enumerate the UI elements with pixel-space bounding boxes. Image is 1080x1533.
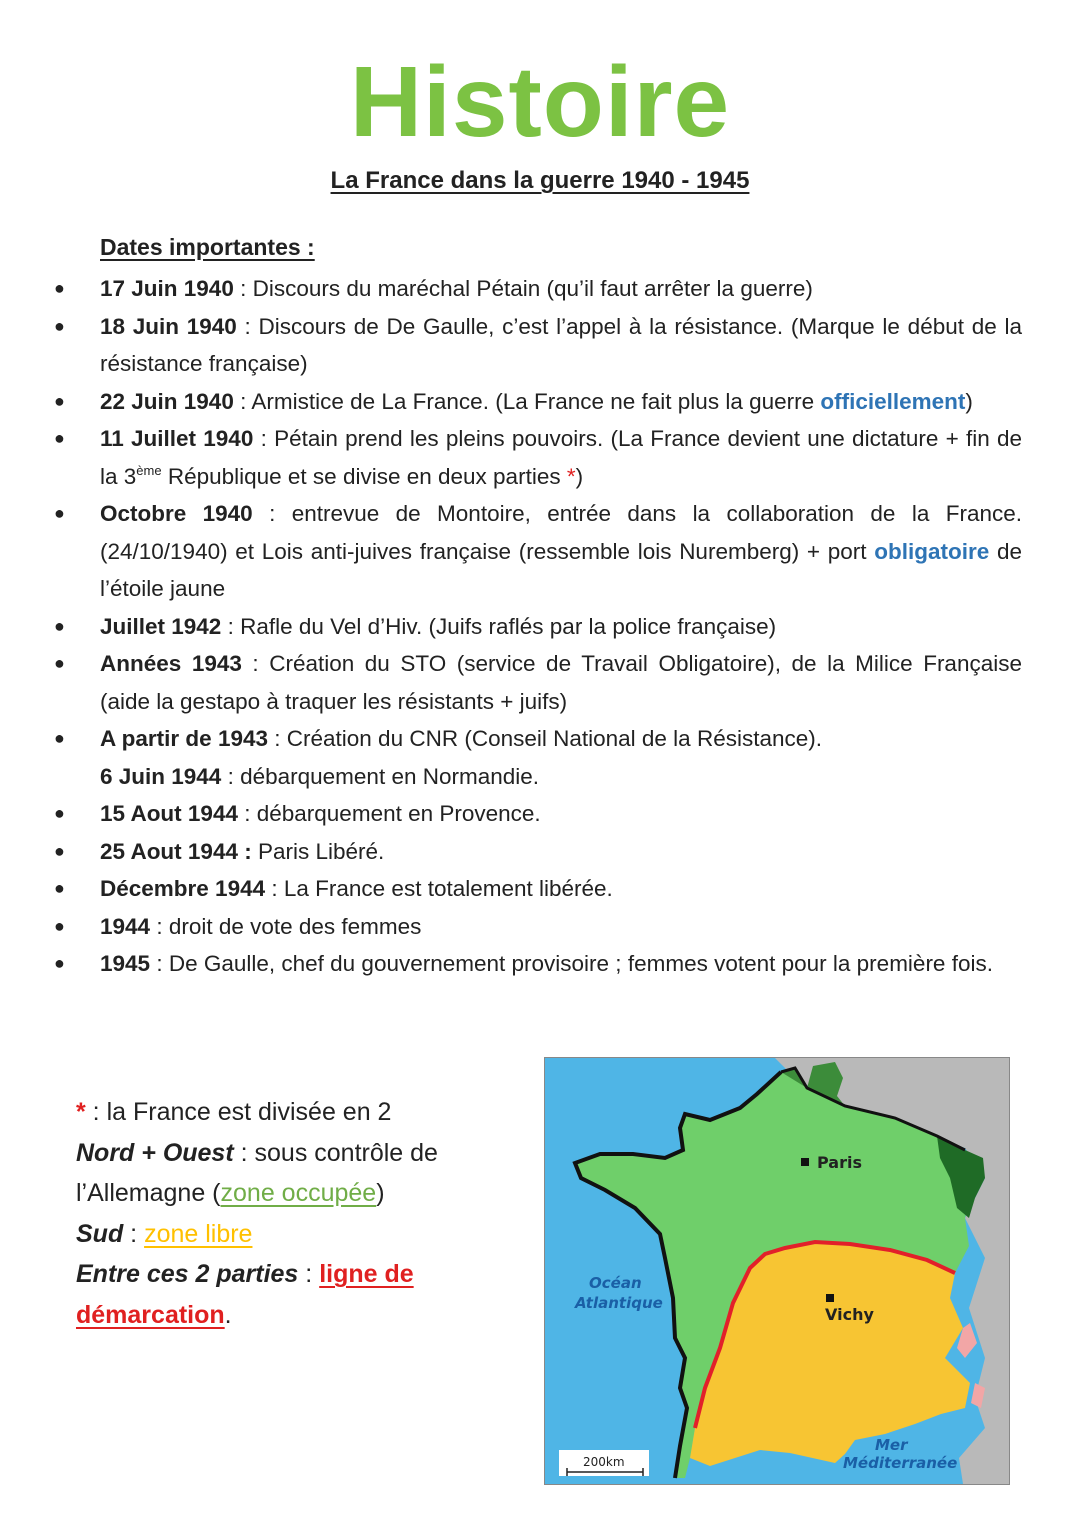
event-date: 17 Juin 1940: [100, 276, 234, 301]
event-text: : Pétain prend les pleins pouvoirs. (La France devient une dictature + fin de la 3: [100, 426, 1023, 489]
event-text: : De Gaulle, chef du gouvernement provisoire ; femmes votent pour la première fois.: [150, 951, 993, 976]
bullet-icon: ●: [54, 278, 65, 298]
france-map: [544, 1057, 1010, 1485]
bullet-icon: ●: [54, 390, 65, 411]
event-item: [54, 608, 1022, 646]
event-date: A partir de 1943: [100, 726, 268, 751]
note-text: .: [224, 1300, 232, 1329]
event-item: [54, 308, 1022, 383]
bullet-icon: ●: [54, 803, 65, 823]
event-item: [54, 495, 1022, 608]
bullet-icon: ●: [54, 953, 65, 973]
event-text: : Discours du maréchal Pétain (qu’il faut arrêter la guerre): [233, 276, 813, 301]
event-text: : Rafle du Vel d’Hiv. (Juifs raflés par la police française): [221, 613, 777, 639]
event-item: [54, 383, 1022, 421]
sea-label: Méditerranée: [843, 1454, 958, 1472]
event-date: 6 Juin 1944: [100, 763, 222, 789]
event-date: 1945: [100, 951, 151, 976]
france-map-svg: [545, 1058, 1009, 1484]
event-date: 15 Aout 1944: [100, 801, 238, 826]
event-date: 18 Juin 1940: [100, 313, 237, 339]
note-text: : sous contrôle de l’Allemagne (: [76, 1138, 438, 1208]
free-zone-label: zone libre: [144, 1219, 253, 1248]
bullet-icon: ●: [54, 653, 65, 673]
bullet-icon: ●: [54, 615, 65, 636]
note-line: [76, 1214, 516, 1255]
south-label: Sud: [76, 1219, 124, 1248]
bullet-icon: ●: [54, 315, 65, 336]
event-date: Octobre 1940: [100, 501, 253, 526]
ocean-label: Océan: [589, 1274, 642, 1292]
event-text: ): [965, 388, 973, 414]
event-text: : droit de vote des femmes: [150, 913, 422, 939]
event-text: : Création du STO (service de Travail Obligatoire), de la Milice Française (aide la gestapo à traquer les résistants + juifs): [100, 651, 1022, 714]
bullet-icon: ●: [54, 428, 65, 448]
event-text: : Discours de De Gaulle, c’est l’appel à la résistance. (Marque le début de la résistance française): [100, 313, 1022, 376]
scale-label: 200km: [583, 1455, 625, 1469]
events-list: [54, 270, 1023, 983]
event-text: Paris Libéré.: [251, 838, 385, 864]
demarcation-line-label: ligne de démarcation: [76, 1260, 414, 1329]
event-text: : Création du CNR (Conseil National de la Résistance).: [268, 726, 822, 751]
ordinal-superscript: ème: [136, 462, 162, 478]
sea-label: Mer: [875, 1436, 908, 1454]
event-text: : débarquement en Normandie.: [221, 763, 540, 789]
bullet-icon: ●: [54, 503, 65, 523]
page-subtitle: La France dans la guerre 1940 - 1945: [330, 167, 750, 194]
vichy-label: Vichy: [825, 1305, 874, 1324]
event-date: 22 Juin 1940: [100, 388, 234, 414]
note-text: :: [123, 1219, 145, 1248]
ocean-label: Atlantique: [575, 1294, 663, 1312]
event-item: [54, 795, 1022, 833]
note-line: [76, 1133, 516, 1214]
note-line: [76, 1254, 516, 1335]
event-text: de l’étoile jaune: [100, 538, 1022, 601]
event-item: [100, 758, 1022, 796]
event-item: [54, 270, 1022, 308]
paris-label: Paris: [817, 1153, 862, 1172]
event-item: [54, 908, 1022, 946]
event-item: [54, 420, 1023, 495]
event-text: : débarquement en Provence.: [237, 801, 541, 826]
event-text: République et se divise en deux parties: [161, 463, 567, 489]
event-item: [54, 870, 1022, 908]
event-text: ): [575, 463, 584, 489]
event-text: : Armistice de La France. (La France ne fait plus la guerre: [233, 388, 821, 414]
event-date: 25 Aout 1944 :: [100, 838, 252, 864]
bullet-icon: ●: [54, 915, 65, 936]
note-text: ): [376, 1179, 385, 1208]
asterisk-marker: *: [566, 463, 576, 489]
event-highlight: officiellement: [820, 388, 966, 414]
event-date: Décembre 1944: [100, 876, 266, 901]
event-date: Années 1943: [100, 651, 242, 676]
asterisk-marker: *: [76, 1098, 86, 1126]
event-date: Juillet 1942: [100, 613, 222, 639]
note-text: : la France est divisée en 2: [85, 1098, 392, 1126]
between-label: Entre ces 2 parties: [76, 1260, 299, 1289]
north-label: Nord + Ouest: [76, 1138, 234, 1167]
event-date: 11 Juillet 1940: [100, 426, 254, 451]
bullet-icon: ●: [54, 728, 65, 748]
event-item: [54, 720, 1022, 758]
bullet-icon: ●: [54, 840, 65, 861]
event-highlight: obligatoire: [874, 538, 990, 564]
event-item: [54, 645, 1022, 720]
dates-heading: Dates importantes :: [100, 234, 315, 260]
note-line: [76, 1092, 516, 1133]
note-text: :: [298, 1260, 320, 1289]
event-date: 1944: [100, 913, 151, 939]
event-text: : La France est totalement libérée.: [265, 876, 613, 901]
paris-marker: [801, 1158, 809, 1166]
bullet-icon: ●: [54, 878, 65, 898]
vichy-marker: [826, 1294, 834, 1302]
occupied-zone-label: zone occupée: [220, 1179, 377, 1208]
page-title: Histoire: [349, 46, 731, 158]
zones-note: [76, 1092, 516, 1336]
event-item: [54, 945, 1022, 983]
event-item: [54, 833, 1022, 871]
event-text: : entrevue de Montoire, entrée dans la collaboration de la France. (24/10/1940) et Lois anti-juives française (ressemble lois Nuremberg) + port: [100, 501, 1022, 564]
